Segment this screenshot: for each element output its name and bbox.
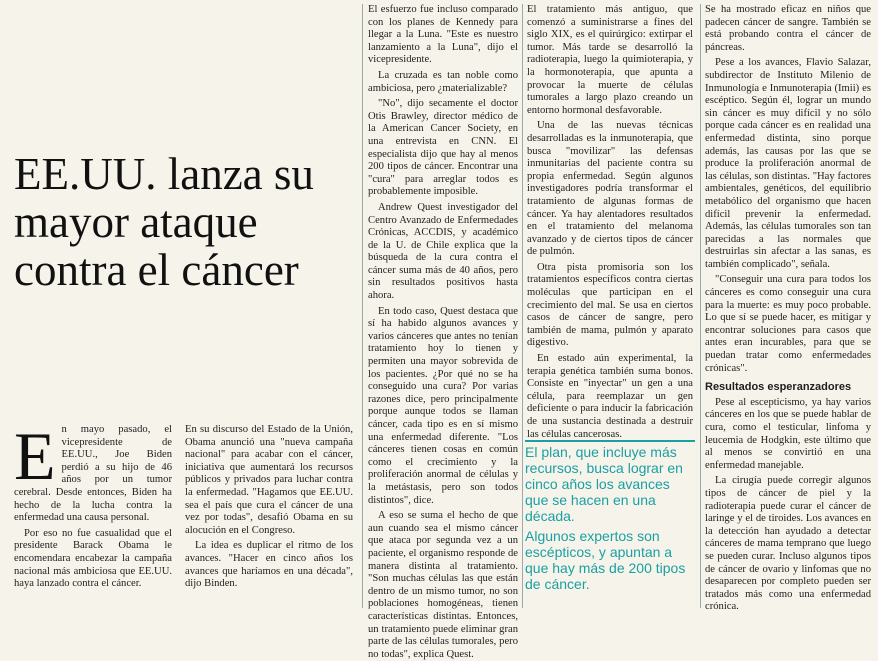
pullquote-2: Algunos expertos son escépticos, y apuntan a que hay más de 200 tipos de cáncer.: [525, 528, 686, 592]
article-column-1: [14, 418, 172, 609]
paragraph: Andrew Quest investigador del Centro Avanzado de Enfermedades Crónicas, ACCDIS, y académico de la U. de Chile explica que la búsqueda de la cura contra el cáncer suma más de 40 años, pero sin resultados positivos hasta ahora.: [368, 201, 518, 302]
paragraph: El tratamiento más antiguo, que comenzó a suministrarse a fines del siglo XIX, es el quirúrgico: extirpar el tumor. Más tarde se desarrolló la radioterapia, luego la quimioterapia, y la hormonoterapia, que apunta a provocar la muerte de células tumorales a largo plazo creando un entorno hormonal desfavorable.: [527, 4, 693, 116]
paragraph: La cirugía puede corregir algunos tipos de cáncer de piel y la radioterapia puede curar el cáncer de laringe y el de tiroides. Los avances en la detección han ayudado a detectar cánceres de mama temprano que luego se pueden curar. Incluso algunos tipos de cáncer de ovario y linfomas que no desaparecen por completo pueden ser tratados más como una enfermedad crónica.: [705, 475, 871, 613]
article-column-3: [368, 4, 518, 660]
column-divider: [700, 4, 701, 608]
paragraph: La idea es duplicar el ritmo de los avances. "Hacer en cinco años los avances que haríamos en una década", dijo Binden.: [185, 540, 353, 590]
paragraph: En estado aún experimental, la terapia genética también suma bonos. Consiste en "inyectar" un gen a una célula, para reemplazar un gen deficiente o para inducir la fabricación de una sustancia destinada a destruir las células cancerosas.: [527, 353, 693, 440]
paragraph: Pese al escepticismo, ya hay varios cánceres en los que se puede hablar de cura, como el testicular, linfoma y leucemia de Hodgkin, este último que al menos se convirtió en una enfermedad manejable.: [705, 396, 871, 471]
paragraph: "Conseguir una cura para todos los cánceres es como conseguir una cura para la muerte: es muy poco probable. Lo que sí se puede hacer, es mitigar y encontrar soluciones para casos que antes eran incurables, para que se puedan tratar como enfermedades crónicas".: [705, 274, 871, 374]
paragraph: "No", dijo secamente el doctor Otis Brawley, director médico de la American Cancer Society, en una entrevista en CNN. El especialista dijo que hay al menos 200 tipos de cáncer. Encontrar una "cura" para arreglar todos es probablemente imposible.: [368, 98, 518, 198]
article-column-5: [705, 4, 871, 613]
headline: EE.UU. lanza su mayor ataque contra el cáncer: [14, 149, 314, 295]
paragraph: En mayo pasado, el vicepresidente de EE.UU., Joe Biden perdió a su hijo de 46 años por un tumor cerebral. Desde entonces, Biden ha hecho de la lucha contra la enfermedad una causa personal.: [14, 418, 172, 524]
pullquote-rule: [525, 440, 695, 442]
column-divider: [522, 4, 523, 608]
paragraph: En todo caso, Quest destaca que sí ha habido algunos avances y varios cánceres que antes no tenían tratamiento hoy lo tienen y permiten una mayor sobrevida de los pacientes. ¿Por qué no se ha conseguido una cura? Por varias razones dice, pero principalmente porque aunque todos se llaman cáncer, cada tipo es en sí mismo una enfermedad diferente. "Los cánceres tienen cosas en común como el crecimiento y la proliferación anormal de células y la metástasis, pero son todos distintos", dice.: [368, 305, 518, 506]
paragraph: Otra pista promisoria son los tratamientos específicos contra ciertas moléculas que participan en el crecimiento del mal. Se usa en ciertos casos de cáncer de sangre, pero también de mama, pulmón y aparato digestivo.: [527, 261, 693, 349]
column-divider: [362, 4, 363, 608]
article-column-2: [185, 424, 353, 609]
paragraph: El esfuerzo fue incluso comparado con los planes de Kennedy para llegar a la Luna. "Este es nuestro lanzamiento a la Luna", dijo el vicepresidente.: [368, 4, 518, 66]
paragraph: Una de las nuevas técnicas desarrolladas es la inmunoterapia, que busca "movilizar" las defensas inmunitarias del paciente contra su propia enfermedad. Según algunos investigadores podría transformar el tratamiento de algunas formas de cáncer. Ya hay alentadores resultados en el tratamiento del melanoma avanzado y de ciertos tipos de cáncer de pulmón.: [527, 120, 693, 258]
paragraph: Por eso no fue casualidad que el presidente Barack Obama le encomendara encabezar la campaña nacional más ambiciosa que EE.UU. haya lanzado contra el cáncer.: [14, 527, 172, 590]
paragraph: Pese a los avances, Flavio Salazar, subdirector de Instituto Milenio de Inmunología e Inmunoterapia (Imii) es escéptico. Según él, lograr un mundo sin cáncer es muy difícil y no sólo porque cada cáncer es en realidad una enfermedad distinta, sino porque además, las causas por las que se produce la proliferación anormal de las células, son distintas. "Hay factores ambientales, genéticos, del equilibrio metabólico del organismo que hacen difícil prevenir la enfermedad. Además, las células tumorales son tan parecidas a las normales que destruirlas sin afectar a las sanas, es también complicado", señala.: [705, 57, 871, 270]
section-subheading: Resultados esperanzadores: [705, 381, 852, 394]
paragraph: A eso se suma el hecho de que aun cuando sea el mismo cáncer que ataca por segunda vez a un paciente, el organismo responde de manera distinta al tratamiento. "Son muchas células las que están dentro de un mismo tumor, no son poblaciones homogéneas, tienen características distintas. Entonces, un tratamiento puede eliminar gran parte de las células tumorales, pero no todas", explica Quest.: [368, 510, 518, 660]
article-column-4: [527, 4, 693, 440]
paragraph: En su discurso del Estado de la Unión, Obama anunció una "nueva campaña nacional" para acabar con el cáncer, iniciativa que aumentará los recursos públicos y privados para luchar contra la enfermedad. "Hagamos que EE.UU. sea el país que cura el cáncer de una vez por todas", desafió Obama en su alocución en el Congreso.: [185, 424, 353, 536]
pullquote-1: El plan, que incluye más recursos, busca lograr en cinco años los avances que se hacen en una década.: [525, 444, 683, 524]
paragraph: La cruzada es tan noble como ambiciosa, pero ¿materializable?: [368, 69, 518, 94]
paragraph: Se ha mostrado eficaz en niños que padecen cáncer de sangre. También se está probando contra el cáncer de páncreas.: [705, 4, 871, 53]
drop-cap: E: [14, 418, 56, 494]
